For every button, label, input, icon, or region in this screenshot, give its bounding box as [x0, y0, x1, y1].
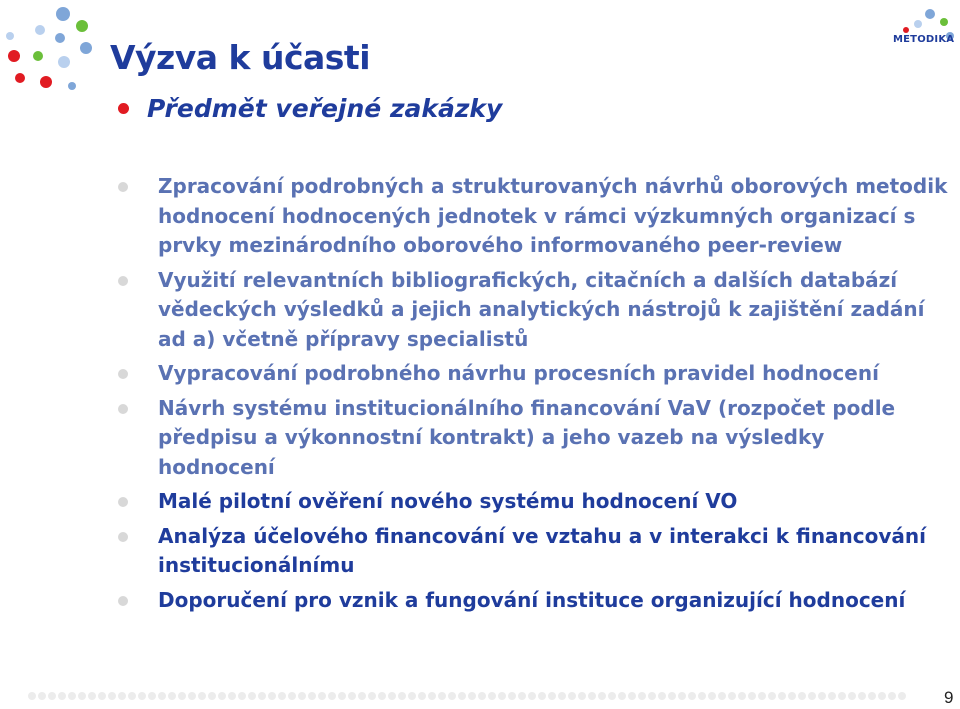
footer-dot	[808, 692, 816, 700]
footer-dot	[728, 692, 736, 700]
bullet-list	[118, 172, 948, 620]
footer-dot	[288, 692, 296, 700]
footer-dot	[468, 692, 476, 700]
footer-dot	[618, 692, 626, 700]
footer-dot	[308, 692, 316, 700]
footer-dot	[448, 692, 456, 700]
deco-dot	[40, 76, 52, 88]
list-item-text: Zpracování podrobných a strukturovaných návrhů oborových metodik hodnocení hodnocených jednotek v rámci výzkumných organizací s prvky mezinárodního oborového informovaného peer-review	[158, 174, 948, 257]
footer-dot	[148, 692, 156, 700]
footer-dot	[198, 692, 206, 700]
list-item-text: Malé pilotní ověření nového systému hodnocení VO	[158, 489, 738, 513]
footer-dot	[698, 692, 706, 700]
footer-dot	[558, 692, 566, 700]
footer-dot	[68, 692, 76, 700]
footer-dot	[548, 692, 556, 700]
list-item-text: Doporučení pro vznik a fungování instituce organizující hodnocení	[158, 587, 906, 612]
footer-dot	[648, 692, 656, 700]
deco-dot	[914, 20, 922, 28]
metodika-logo: METODIKA	[893, 34, 955, 45]
footer-dot	[158, 692, 166, 700]
footer-dot	[278, 692, 286, 700]
deco-dot	[903, 27, 909, 33]
footer-dot	[598, 692, 606, 700]
footer-dot	[318, 692, 326, 700]
footer-dot	[858, 692, 866, 700]
footer-dot	[718, 692, 726, 700]
bullet-icon	[118, 276, 128, 286]
footer-dot	[498, 692, 506, 700]
list-item	[118, 394, 948, 483]
bullet-icon	[118, 369, 128, 379]
page-number: 9	[944, 688, 954, 707]
footer-dot	[748, 692, 756, 700]
footer-dot	[458, 692, 466, 700]
footer-dot	[518, 692, 526, 700]
deco-dot	[925, 9, 935, 19]
footer-dot	[798, 692, 806, 700]
footer-dot	[58, 692, 66, 700]
list-item-text: Návrh systému institucionálního financování VaV (rozpočet podle předpisu a výkonnostní kontrakt) a jeho vazeb na výsledky hodnocení	[158, 395, 896, 479]
bullet-icon	[118, 103, 129, 114]
footer-dot	[758, 692, 766, 700]
footer-dot-divider	[28, 692, 906, 700]
footer-dot	[408, 692, 416, 700]
footer-dot	[368, 692, 376, 700]
footer-dot	[528, 692, 536, 700]
footer-dot	[568, 692, 576, 700]
list-item-text: Využití relevantních bibliografických, citačních a dalších databází vědeckých výsledků a jejich analytických nástrojů k zajištění zadání ad a) včetně přípravy specialistů	[158, 267, 925, 351]
footer-dot	[78, 692, 86, 700]
footer-dot	[98, 692, 106, 700]
footer-dot	[328, 692, 336, 700]
list-item	[118, 522, 948, 581]
footer-dot	[118, 692, 126, 700]
list-item-text: Analýza účelového financování ve vztahu a v interakci k financování institucionálnímu	[158, 523, 927, 577]
footer-dot	[588, 692, 596, 700]
footer-dot	[48, 692, 56, 700]
footer-dot	[88, 692, 96, 700]
bullet-icon	[118, 532, 128, 542]
footer-dot	[38, 692, 46, 700]
footer-dot	[428, 692, 436, 700]
footer-dot	[418, 692, 426, 700]
footer-dot	[108, 692, 116, 700]
footer-dot	[378, 692, 386, 700]
list-item	[118, 586, 948, 616]
footer-dot	[668, 692, 676, 700]
footer-dot	[878, 692, 886, 700]
footer-dot	[788, 692, 796, 700]
footer-dot	[478, 692, 486, 700]
footer-dot	[738, 692, 746, 700]
footer-dot	[438, 692, 446, 700]
footer-dot	[138, 692, 146, 700]
footer-dot	[268, 692, 276, 700]
list-item	[118, 172, 948, 261]
footer-dot	[688, 692, 696, 700]
footer-dot	[388, 692, 396, 700]
footer-dot	[488, 692, 496, 700]
footer-dot	[188, 692, 196, 700]
footer-dot	[508, 692, 516, 700]
footer-dot	[208, 692, 216, 700]
footer-dot	[818, 692, 826, 700]
footer-dot	[218, 692, 226, 700]
footer-dot	[848, 692, 856, 700]
footer-dot	[678, 692, 686, 700]
footer-dot	[708, 692, 716, 700]
list-item	[118, 487, 948, 517]
footer-dot	[128, 692, 136, 700]
footer-dot	[898, 692, 906, 700]
footer-dot	[398, 692, 406, 700]
footer-dot	[768, 692, 776, 700]
footer-dot	[228, 692, 236, 700]
footer-dot	[658, 692, 666, 700]
bullet-icon	[118, 182, 128, 192]
footer-dot	[538, 692, 546, 700]
list-item	[118, 266, 948, 355]
footer-dot	[578, 692, 586, 700]
footer-dot	[168, 692, 176, 700]
footer-dot	[28, 692, 36, 700]
slide-subtitle: Předmět veřejné zakázky	[147, 94, 503, 123]
footer-dot	[358, 692, 366, 700]
footer-dot	[298, 692, 306, 700]
deco-dot	[940, 18, 948, 26]
footer-dot	[828, 692, 836, 700]
list-item	[118, 359, 948, 389]
bullet-icon	[118, 596, 128, 606]
footer-dot	[338, 692, 346, 700]
footer-dot	[628, 692, 636, 700]
footer-dot	[608, 692, 616, 700]
footer-dot	[248, 692, 256, 700]
footer-dot	[258, 692, 266, 700]
deco-dot	[68, 82, 76, 90]
footer-dot	[238, 692, 246, 700]
footer-dot	[888, 692, 896, 700]
bullet-icon	[118, 404, 128, 414]
footer-dot	[868, 692, 876, 700]
slide-title: Výzva k účasti	[110, 38, 371, 77]
list-item-text: Vypracování podrobného návrhu procesních pravidel hodnocení	[158, 361, 879, 385]
bullet-icon	[118, 497, 128, 507]
footer-dot	[178, 692, 186, 700]
footer-dot	[778, 692, 786, 700]
footer-dot	[838, 692, 846, 700]
subtitle-row	[118, 94, 502, 123]
footer-dot	[638, 692, 646, 700]
deco-dot	[15, 73, 25, 83]
footer-dot	[348, 692, 356, 700]
